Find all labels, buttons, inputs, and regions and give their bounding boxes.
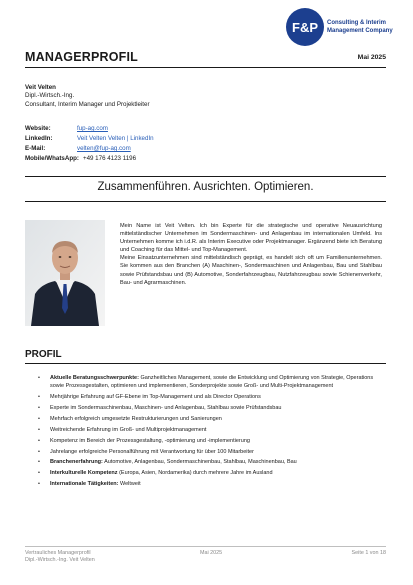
list-item: • Internationale Tätigkeiten: Weltweit <box>38 481 386 489</box>
header-date: Mai 2025 <box>357 54 386 61</box>
list-item: • Kompetenz im Bereich der Prozessgestaltung, -optimierung und -implementierung <box>38 438 386 446</box>
person-degree: Dipl.-Wirtsch.-Ing. <box>25 92 75 100</box>
footer-divider <box>25 546 386 547</box>
profile-photo <box>25 220 105 326</box>
contact-block <box>25 124 154 164</box>
email-label: E-Mail: <box>25 145 46 152</box>
header-divider <box>25 67 386 68</box>
profil-heading: PROFIL <box>25 349 62 360</box>
contact-row-mobile <box>25 154 154 164</box>
footer-left <box>25 550 95 565</box>
list-item: • Experte im Sondermaschinenbau, Maschinen- und Anlagenbau, Stahlbau sowie Prüfstandsbau <box>38 405 386 413</box>
list-item: • Jahrelange erfolgreiche Personalführung mit Verantwortung für über 100 Mitarbeiter <box>38 449 386 457</box>
linkedin-link[interactable]: Veit Velten Velten | LinkedIn <box>77 135 154 142</box>
list-item: • Mehrfach erfolgreich umgesetzte Restrukturierungen und Sanierungen <box>38 416 386 424</box>
person-role: Consultant, Interim Manager und Projektleiter <box>25 100 150 108</box>
footer-line-1: Vertrauliches Managerprofil <box>25 550 91 556</box>
profil-list <box>38 375 386 492</box>
list-item: • Mehrjährige Erfahrung auf GF-Ebene im Top-Management und als Director Operations <box>38 394 386 402</box>
list-item: • Aktuelle Beratungsschwerpunkte: Ganzheitliches Management, sowie die Entwicklung und Optimierung von Strategie, Operations sowie Prozessgestalten, optimieren und implementieren, Sonderprojekte sowie Groß- und Multi-Projektmanagement <box>38 375 386 390</box>
tagline: Zusammenführen. Ausrichten. Optimieren. <box>97 181 314 193</box>
bio-text <box>120 222 382 287</box>
linkedin-label: LinkedIn: <box>25 135 53 142</box>
website-link[interactable]: fup-ag.com <box>77 125 108 132</box>
email-link[interactable]: velten@fup-ag.com <box>77 145 131 152</box>
bio-paragraph-2: Meine Einsatzunternehmen sind mittelständisch geprägt, es handelt sich oft um Familienunternehmen. Sie kommen aus den Branchen (A) Maschinen-, Sondermaschinen und Anlagenbau, Bau und Stahlbau sowie Prüfstandsbau und (B) Automotive, Sonderfahrzeugbau, Nutzfahrzeugbau sowie Schienenverkehr, Bau- und Agrarmaschinen. <box>120 255 382 286</box>
list-item: • Weitreichende Erfahrung im Groß- und Multiprojektmanagement <box>38 427 386 435</box>
profil-divider <box>25 363 386 364</box>
mobile-number: +49 176 4123 1196 <box>82 155 137 162</box>
person-name: Veit Velten <box>25 84 56 91</box>
page-title: MANAGERPROFIL <box>25 50 139 64</box>
footer-date: Mai 2025 <box>200 550 223 556</box>
website-label: Website: <box>25 125 51 132</box>
bio-paragraph-1: Mein Name ist Veit Velten. Ich bin Experte für die strategische und operative Neuausrichtung mittelständischer Unternehmen im Sondermaschinen- und Anlagenbau im internationalen Umfeld. Ins Unternehmen komme ich i.d.R. als Interim Executive oder Projektmanager. Ergänzend biete ich Beratung und Coaching für das Mittel- und Top-Management. <box>120 223 382 254</box>
contact-row-linkedin <box>25 134 154 144</box>
footer-line-2: Dipl.-Wirtsch.-Ing. Veit Velten <box>25 557 95 564</box>
tagline-divider-bottom <box>25 201 386 202</box>
contact-row-email <box>25 144 154 154</box>
list-item: • Interkulturelle Kompetenz (Europa, Asien, Nordamerika) durch mehrere Jahre im Ausland <box>38 470 386 478</box>
logo-line-1: Consulting & Interim <box>327 20 386 26</box>
person-block <box>25 84 150 109</box>
fp-logo <box>283 6 403 48</box>
list-item: • Branchenerfahrung: Automotive, Anlagenbau, Sondermaschinenbau, Stahlbau, Maschinenbau, Bau <box>38 459 386 467</box>
mobile-label: Mobile/WhatsApp: <box>25 155 79 162</box>
contact-row-website <box>25 124 154 134</box>
page-number: Seite 1 von 18 <box>351 550 386 556</box>
tagline-divider-top <box>25 176 386 177</box>
logo-line-2: Management Company <box>327 28 393 34</box>
logo-mark: F&P <box>292 20 318 35</box>
